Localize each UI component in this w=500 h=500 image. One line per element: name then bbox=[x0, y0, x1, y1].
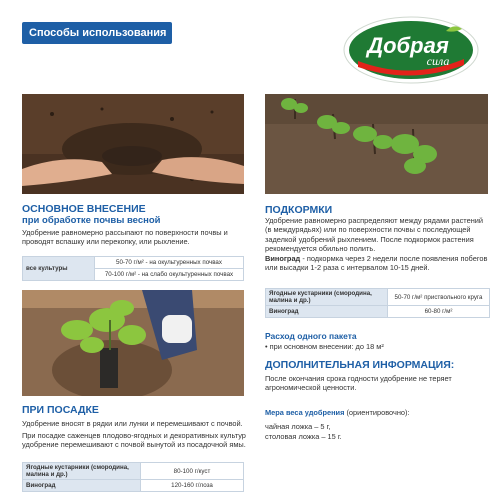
measure-note: (ориентировочно): bbox=[344, 408, 410, 417]
consumption-text: • при основном внесении: до 18 м² bbox=[265, 342, 384, 351]
feeding-rate-value-2: 60-80 г/м² bbox=[388, 306, 490, 318]
measure-line-2: столовая ложка – 15 г. bbox=[265, 432, 342, 441]
planting-rate-label-2: Виноград bbox=[23, 480, 141, 492]
planting-rate-label-1: Ягодные кустарники (смородина, малина и др.) bbox=[23, 463, 141, 480]
basic-rate-value-1: 50-70 г/м² - на окультуренных почвах bbox=[95, 257, 244, 269]
basic-rate-label: все культуры bbox=[23, 257, 95, 281]
measure-heading bbox=[265, 408, 490, 417]
planting-rate-table bbox=[22, 462, 244, 492]
feeding-grape-label: Виноград bbox=[265, 254, 301, 263]
feeding-rate-label-1: Ягодные кустарники (смородина, малина и др.) bbox=[266, 289, 388, 306]
planting-text-1: Удобрение вносят в рядки или лунки и перемешивают с почвой. bbox=[22, 419, 243, 428]
logo-word-1: Добрая bbox=[367, 33, 449, 58]
feeding-grape-note bbox=[265, 254, 490, 273]
planting-photo bbox=[22, 290, 244, 396]
basic-rate-value-2: 70-100 г/м² - на слабо окультуренных почвах bbox=[95, 269, 244, 281]
section-title-badge: Способы использования bbox=[22, 22, 172, 44]
logo-word-2: сила bbox=[426, 54, 450, 68]
grape-sprouts-photo bbox=[265, 94, 488, 194]
basic-application-title: ОСНОВНОЕ ВНЕСЕНИЕ bbox=[22, 203, 146, 215]
basic-application-subtitle: при обработке почвы весной bbox=[22, 215, 161, 226]
planting-rate-value-1: 80-100 г/куст bbox=[141, 463, 244, 480]
measure-line-1: чайная ложка – 5 г, bbox=[265, 422, 331, 431]
extra-info-text: После окончания срока годности удобрение не теряет агрономической ценности. bbox=[265, 374, 452, 393]
measure-title: Мера веса удобрения bbox=[265, 408, 345, 417]
feeding-rate-label-2: Виноград bbox=[266, 306, 388, 318]
brand-logo bbox=[342, 15, 480, 85]
planting-text-2: При посадке саженцев плодово-ягодных и декоративных культур удобрение перемешивают с почвой вынутой из посадочной ямы. bbox=[22, 431, 246, 450]
feeding-text: Удобрение равномерно распределяют между рядами растений (в междурядьях) или по поверхности почвы с последующей заделкой удобрений рыхлением. После подкормок растения рекомендуется обильно полить. bbox=[265, 216, 484, 254]
feeding-rate-table bbox=[265, 288, 490, 318]
basic-rate-table bbox=[22, 256, 244, 281]
consumption-title: Расход одного пакета bbox=[265, 331, 357, 341]
basic-application-text: Удобрение равномерно рассыпают по поверхности почвы и проводят вспашку или перекопку, или рыхление. bbox=[22, 228, 228, 247]
feeding-title: ПОДКОРМКИ bbox=[265, 204, 333, 216]
planting-title: ПРИ ПОСАДКЕ bbox=[22, 404, 99, 416]
soil-hands-photo bbox=[22, 94, 244, 194]
extra-info-title: ДОПОЛНИТЕЛЬНАЯ ИНФОРМАЦИЯ: bbox=[265, 359, 455, 371]
planting-rate-value-2: 120-160 г/лоза bbox=[141, 480, 244, 492]
feeding-grape-text: - подкормка через 2 недели после появления побегов или высадки 1-2 раза с интервалом 10-15 дней. bbox=[265, 254, 488, 273]
feeding-rate-value-1: 50-70 г/м² приствольного круга bbox=[388, 289, 490, 306]
